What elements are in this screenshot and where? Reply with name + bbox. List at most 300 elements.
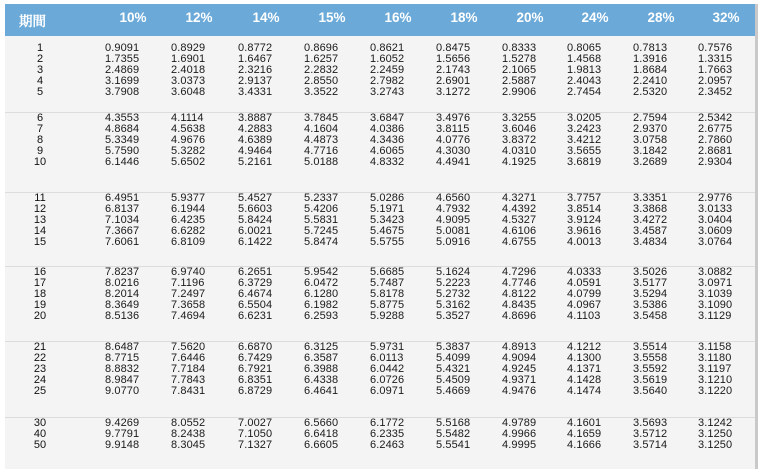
- value-cell: 2.7982: [370, 75, 405, 88]
- value-cell: 4.3271: [502, 192, 537, 204]
- value-cell: 6.0442: [370, 363, 405, 376]
- value-cell: 5.2337: [304, 192, 339, 204]
- value-cell: 5.4206: [304, 203, 339, 216]
- value-cell: 3.5558: [633, 352, 668, 365]
- period-cell: 6: [36, 112, 44, 124]
- value-cell: 4.1925: [502, 156, 537, 169]
- period-cell: 8: [36, 134, 44, 147]
- period-cell: 18: [33, 288, 47, 301]
- value-cell: 4.6389: [238, 134, 273, 147]
- value-cell: 6.4641: [304, 385, 339, 398]
- value-cell: 2.7594: [633, 112, 668, 124]
- value-cell: 5.8424: [238, 214, 273, 227]
- value-cell: 6.2651: [238, 266, 273, 278]
- period-cell: 23: [33, 363, 47, 376]
- value-cell: 3.1180: [698, 352, 732, 365]
- value-cell: 5.0286: [370, 192, 405, 204]
- value-cell: 6.0472: [304, 277, 339, 290]
- period-cell: 25: [33, 385, 47, 398]
- value-cell: 3.5514: [633, 341, 668, 353]
- value-cell: 3.0758: [633, 134, 668, 147]
- period-cell: 30: [33, 417, 47, 429]
- value-cell: 6.0726: [370, 374, 405, 387]
- period-cell: 7: [36, 123, 44, 136]
- value-cell: 4.9476: [502, 385, 537, 398]
- value-cell: 6.5660: [304, 417, 339, 429]
- value-cell: 3.5592: [633, 363, 668, 376]
- value-cell: 4.0310: [502, 145, 537, 158]
- value-cell: 5.3423: [370, 214, 405, 227]
- value-cell: 5.1971: [370, 203, 405, 216]
- value-cell: 8.0216: [105, 277, 140, 290]
- value-cell: 5.0916: [436, 236, 471, 249]
- value-cell: 3.2423: [567, 123, 602, 136]
- value-cell: 4.7296: [502, 266, 537, 278]
- value-cell: 7.3667: [105, 225, 140, 238]
- value-cell: 5.3162: [436, 299, 471, 312]
- value-cell: 3.0133: [698, 203, 733, 216]
- value-cell: 6.1422: [238, 236, 273, 249]
- annuity-table: [5, 4, 758, 469]
- value-cell: 2.8550: [304, 75, 339, 88]
- value-cell: 5.9377: [171, 192, 206, 204]
- value-cell: 6.0021: [238, 225, 273, 238]
- value-cell: 6.1982: [304, 299, 339, 312]
- value-cell: 2.4869: [105, 64, 140, 77]
- value-cell: 4.4941: [436, 156, 471, 169]
- value-cell: 7.8431: [171, 385, 206, 398]
- value-cell: 2.2459: [370, 64, 405, 77]
- value-cell: 4.9789: [502, 417, 537, 429]
- value-cell: 3.5619: [633, 374, 668, 387]
- value-cell: 1.9813: [567, 64, 602, 77]
- value-cell: 9.9148: [105, 439, 140, 452]
- value-cell: 5.9542: [304, 266, 339, 278]
- value-cell: 5.4675: [370, 225, 405, 238]
- value-cell: 4.0967: [567, 299, 602, 312]
- rate-header: 18%: [450, 10, 478, 25]
- value-cell: 5.0081: [436, 225, 471, 238]
- value-cell: 3.7757: [567, 192, 602, 204]
- value-cell: 6.1944: [171, 203, 206, 216]
- value-cell: 3.6048: [171, 86, 206, 99]
- value-cell: 3.5386: [633, 299, 668, 312]
- value-cell: 5.4527: [238, 192, 273, 204]
- value-cell: 6.6282: [171, 225, 206, 238]
- value-cell: 8.7715: [105, 352, 140, 365]
- value-cell: 2.2410: [633, 75, 668, 88]
- value-cell: 4.9464: [238, 145, 273, 158]
- value-cell: 0.9091: [105, 42, 140, 54]
- value-cell: 9.0770: [105, 385, 140, 398]
- value-cell: 5.6685: [370, 266, 405, 278]
- value-cell: 4.1371: [567, 363, 602, 376]
- value-cell: 3.2689: [633, 156, 668, 169]
- period-cell: 9: [36, 145, 44, 158]
- value-cell: 5.7590: [105, 145, 140, 158]
- value-cell: 4.7746: [502, 277, 537, 290]
- value-cell: 4.2883: [238, 123, 273, 136]
- value-cell: 7.3658: [171, 299, 206, 312]
- value-cell: 3.5177: [633, 277, 668, 290]
- value-cell: 7.8237: [105, 266, 140, 278]
- value-cell: 5.2732: [436, 288, 471, 301]
- value-cell: 7.0027: [238, 417, 273, 429]
- value-cell: 3.5693: [633, 417, 668, 429]
- value-cell: 0.7576: [698, 42, 733, 54]
- value-cell: 3.1272: [436, 86, 471, 99]
- value-cell: 6.2593: [304, 310, 339, 323]
- value-cell: 7.5620: [171, 341, 206, 353]
- value-cell: 4.8332: [370, 156, 405, 169]
- value-cell: 0.8621: [370, 42, 405, 54]
- rate-header: 10%: [119, 10, 147, 25]
- value-cell: 1.5656: [436, 53, 471, 66]
- value-cell: 5.3282: [171, 145, 206, 158]
- value-cell: 3.0404: [698, 214, 733, 227]
- value-cell: 5.4669: [436, 385, 471, 398]
- value-cell: 3.1699: [105, 75, 140, 88]
- value-cell: 2.4043: [567, 75, 602, 88]
- rate-header: 24%: [581, 10, 609, 25]
- value-cell: 4.1114: [171, 112, 204, 124]
- value-cell: 6.8109: [171, 236, 206, 249]
- value-cell: 4.1604: [304, 123, 339, 136]
- value-cell: 4.0386: [370, 123, 405, 136]
- value-cell: 2.5887: [502, 75, 537, 88]
- value-cell: 2.9304: [698, 156, 733, 169]
- value-cell: 4.7932: [436, 203, 471, 216]
- value-cell: 3.1129: [698, 310, 732, 323]
- period-cell: 4: [36, 75, 44, 88]
- value-cell: 7.1327: [238, 439, 273, 452]
- value-cell: 2.7860: [698, 134, 733, 147]
- period-cell: 1: [36, 42, 44, 54]
- period-header: 期間: [19, 14, 46, 29]
- value-cell: 0.8929: [171, 42, 206, 54]
- value-cell: 4.5638: [171, 123, 206, 136]
- value-cell: 0.7813: [633, 42, 668, 54]
- value-cell: 2.5320: [633, 86, 668, 99]
- value-cell: 7.6061: [105, 236, 140, 249]
- value-cell: 6.8351: [238, 374, 273, 387]
- value-cell: 3.8372: [502, 134, 537, 147]
- value-cell: 7.1034: [105, 214, 140, 227]
- value-cell: 5.6502: [171, 156, 206, 169]
- value-cell: 3.0971: [698, 277, 733, 290]
- value-cell: 4.9095: [436, 214, 471, 227]
- value-cell: 2.8681: [698, 145, 733, 158]
- rate-header: 14%: [252, 10, 280, 25]
- value-cell: 4.0013: [567, 236, 602, 249]
- value-cell: 6.4674: [238, 288, 273, 301]
- value-cell: 1.6467: [238, 53, 273, 66]
- value-cell: 6.4951: [105, 192, 140, 204]
- value-cell: 2.1065: [502, 64, 537, 77]
- value-cell: 4.1103: [567, 310, 601, 323]
- value-cell: 2.9137: [238, 75, 273, 88]
- value-cell: 6.0971: [370, 385, 405, 398]
- value-cell: 0.8475: [436, 42, 471, 54]
- value-cell: 3.1158: [698, 341, 732, 353]
- value-cell: 3.1842: [633, 145, 668, 158]
- value-cell: 4.3553: [105, 112, 140, 124]
- value-cell: 6.3587: [304, 352, 339, 365]
- value-cell: 4.6755: [502, 236, 537, 249]
- value-cell: 4.4873: [304, 134, 339, 147]
- value-cell: 3.0764: [698, 236, 733, 249]
- value-cell: 2.0957: [698, 75, 733, 88]
- value-cell: 2.5342: [698, 112, 733, 124]
- value-cell: 3.1220: [698, 385, 733, 398]
- period-cell: 17: [33, 277, 47, 290]
- value-cell: 1.4568: [567, 53, 602, 66]
- value-cell: 3.9124: [567, 214, 602, 227]
- table-header: [5, 4, 755, 36]
- value-cell: 4.9966: [502, 428, 537, 441]
- value-cell: 3.9616: [567, 225, 602, 238]
- value-cell: 6.9740: [171, 266, 206, 278]
- period-cell: 24: [33, 374, 47, 387]
- value-cell: 5.5168: [436, 417, 471, 429]
- value-cell: 7.7184: [171, 363, 206, 376]
- value-cell: 3.4587: [633, 225, 668, 238]
- period-cell: 50: [33, 439, 47, 452]
- value-cell: 2.1743: [436, 64, 471, 77]
- value-cell: 2.9370: [633, 123, 668, 136]
- value-cell: 4.9676: [171, 134, 206, 147]
- value-cell: 4.1666: [567, 439, 602, 452]
- rate-header: 12%: [185, 10, 213, 25]
- value-cell: 6.1280: [304, 288, 339, 301]
- period-cell: 10: [33, 156, 47, 169]
- value-cell: 8.5136: [105, 310, 140, 323]
- value-cell: 3.7908: [105, 86, 140, 99]
- value-cell: 6.7921: [238, 363, 273, 376]
- rate-header: 16%: [384, 10, 412, 25]
- value-cell: 5.5482: [436, 428, 471, 441]
- value-cell: 3.3255: [502, 112, 537, 124]
- value-cell: 8.8832: [105, 363, 140, 376]
- value-cell: 7.1050: [238, 428, 273, 441]
- value-cell: 5.3349: [105, 134, 140, 147]
- period-cell: 40: [33, 428, 47, 441]
- value-cell: 9.7791: [105, 428, 140, 441]
- value-cell: 3.5458: [633, 310, 668, 323]
- value-cell: 3.7845: [304, 112, 339, 124]
- value-cell: 3.1250: [698, 439, 733, 452]
- value-cell: 0.8772: [238, 42, 273, 54]
- value-cell: 9.4269: [105, 417, 140, 429]
- value-cell: 3.0205: [567, 112, 602, 124]
- value-cell: 5.9288: [370, 310, 405, 323]
- value-cell: 8.2014: [105, 288, 140, 301]
- value-cell: 6.8729: [238, 385, 273, 398]
- value-cell: 5.4099: [436, 352, 471, 365]
- value-cell: 6.4235: [171, 214, 206, 227]
- value-cell: 6.5504: [238, 299, 273, 312]
- value-cell: 6.1772: [370, 417, 405, 429]
- value-cell: 4.8435: [502, 299, 537, 312]
- value-cell: 6.3729: [238, 277, 273, 290]
- value-cell: 1.6052: [370, 53, 405, 66]
- period-cell: 19: [33, 299, 47, 312]
- value-cell: 1.7663: [698, 64, 733, 77]
- value-cell: 1.8684: [633, 64, 668, 77]
- value-cell: 3.1090: [698, 299, 733, 312]
- value-cell: 5.5831: [304, 214, 339, 227]
- value-cell: 4.6560: [436, 192, 471, 204]
- value-cell: 4.7716: [304, 145, 339, 158]
- value-cell: 3.4272: [633, 214, 668, 227]
- value-cell: 5.8775: [370, 299, 405, 312]
- value-cell: 2.6901: [436, 75, 471, 88]
- value-cell: 3.1250: [698, 428, 733, 441]
- period-cell: 14: [33, 225, 47, 238]
- value-cell: 7.1196: [171, 277, 205, 290]
- value-cell: 1.3315: [698, 53, 733, 66]
- value-cell: 5.8178: [370, 288, 405, 301]
- value-cell: 2.2832: [304, 64, 339, 77]
- value-cell: 1.5278: [502, 53, 537, 66]
- value-cell: 5.6603: [238, 203, 273, 216]
- value-cell: 4.1300: [567, 352, 602, 365]
- value-cell: 5.2161: [238, 156, 273, 169]
- value-cell: 2.3216: [238, 64, 273, 77]
- value-cell: 3.2743: [370, 86, 405, 99]
- value-cell: 3.6046: [502, 123, 537, 136]
- rate-header: 28%: [647, 10, 675, 25]
- value-cell: 4.5327: [502, 214, 537, 227]
- value-cell: 2.9906: [502, 86, 537, 99]
- value-cell: 4.9094: [502, 352, 537, 365]
- value-cell: 8.6487: [105, 341, 140, 353]
- value-cell: 4.0799: [567, 288, 602, 301]
- value-cell: 5.5541: [436, 439, 471, 452]
- value-cell: 7.2497: [171, 288, 206, 301]
- value-cell: 3.6847: [370, 112, 405, 124]
- value-cell: 4.0776: [436, 134, 471, 147]
- value-cell: 8.3045: [171, 439, 206, 452]
- value-cell: 2.4018: [171, 64, 206, 77]
- value-cell: 4.8913: [502, 341, 537, 353]
- value-cell: 4.4392: [502, 203, 537, 216]
- value-cell: 1.6901: [171, 53, 206, 66]
- value-cell: 4.1428: [567, 374, 602, 387]
- value-cell: 3.3351: [633, 192, 668, 204]
- period-cell: 12: [33, 203, 47, 216]
- value-cell: 3.8115: [436, 123, 470, 136]
- value-cell: 3.4212: [567, 134, 602, 147]
- value-cell: 1.6257: [304, 53, 339, 66]
- value-cell: 5.9731: [370, 341, 405, 353]
- value-cell: 5.5755: [370, 236, 405, 249]
- value-cell: 5.7245: [304, 225, 339, 238]
- value-cell: 0.8333: [502, 42, 537, 54]
- value-cell: 3.1039: [698, 288, 733, 301]
- value-cell: 3.6819: [567, 156, 602, 169]
- value-cell: 8.3649: [105, 299, 140, 312]
- value-cell: 2.3452: [698, 86, 733, 99]
- value-cell: 3.8887: [238, 112, 273, 124]
- value-cell: 4.1474: [567, 385, 602, 398]
- value-cell: 5.4509: [436, 374, 471, 387]
- value-cell: 3.0609: [698, 225, 733, 238]
- value-cell: 3.0373: [171, 75, 206, 88]
- value-cell: 5.7487: [370, 277, 405, 290]
- value-cell: 6.6870: [238, 341, 273, 353]
- value-cell: 6.3988: [304, 363, 339, 376]
- value-cell: 3.4976: [436, 112, 471, 124]
- value-cell: 3.8514: [567, 203, 602, 216]
- value-cell: 4.3030: [436, 145, 471, 158]
- value-cell: 4.9245: [502, 363, 537, 376]
- value-cell: 1.7355: [105, 53, 140, 66]
- period-cell: 5: [36, 86, 44, 99]
- value-cell: 5.8474: [304, 236, 339, 249]
- value-cell: 3.5294: [633, 288, 668, 301]
- period-cell: 22: [33, 352, 47, 365]
- period-cell: 21: [33, 341, 47, 353]
- value-cell: 3.5026: [633, 266, 668, 278]
- value-cell: 6.0113: [370, 352, 404, 365]
- value-cell: 5.3527: [436, 310, 471, 323]
- value-cell: 2.7454: [567, 86, 602, 99]
- value-cell: 7.6446: [171, 352, 206, 365]
- value-cell: 4.8696: [502, 310, 537, 323]
- value-cell: 4.1601: [567, 417, 602, 429]
- value-cell: 6.8137: [105, 203, 140, 216]
- value-cell: 6.7429: [238, 352, 273, 365]
- value-cell: 6.6418: [304, 428, 339, 441]
- value-cell: 3.1242: [698, 417, 733, 429]
- value-cell: 2.9776: [698, 192, 733, 204]
- value-cell: 3.5640: [633, 385, 668, 398]
- value-cell: 6.1446: [105, 156, 140, 169]
- value-cell: 3.5712: [633, 428, 668, 441]
- period-cell: 20: [33, 310, 47, 323]
- value-cell: 5.2223: [436, 277, 471, 290]
- value-cell: 4.0591: [567, 277, 602, 290]
- value-cell: 2.6775: [698, 123, 733, 136]
- period-cell: 3: [36, 64, 44, 77]
- value-cell: 4.1212: [567, 341, 602, 353]
- value-cell: 3.0882: [698, 266, 733, 278]
- value-cell: 3.1197: [698, 363, 732, 376]
- rate-header: 32%: [712, 10, 740, 25]
- value-cell: 5.0188: [304, 156, 339, 169]
- value-cell: 4.6106: [502, 225, 537, 238]
- value-cell: 4.9995: [502, 439, 537, 452]
- period-cell: 2: [36, 53, 44, 66]
- value-cell: 3.1210: [698, 374, 733, 387]
- value-cell: 3.5714: [633, 439, 668, 452]
- value-cell: 4.3436: [370, 134, 405, 147]
- value-cell: 3.5655: [567, 145, 602, 158]
- period-cell: 16: [33, 266, 47, 278]
- value-cell: 6.6231: [238, 310, 273, 323]
- value-cell: 0.8065: [567, 42, 602, 54]
- value-cell: 1.3916: [633, 53, 668, 66]
- value-cell: 0.8696: [304, 42, 339, 54]
- value-cell: 6.2335: [370, 428, 405, 441]
- value-cell: 4.6065: [370, 145, 405, 158]
- value-cell: 3.4834: [633, 236, 668, 249]
- period-cell: 15: [33, 236, 47, 249]
- rate-header: 20%: [516, 10, 544, 25]
- value-cell: 3.4331: [238, 86, 273, 99]
- value-cell: 6.6605: [304, 439, 339, 452]
